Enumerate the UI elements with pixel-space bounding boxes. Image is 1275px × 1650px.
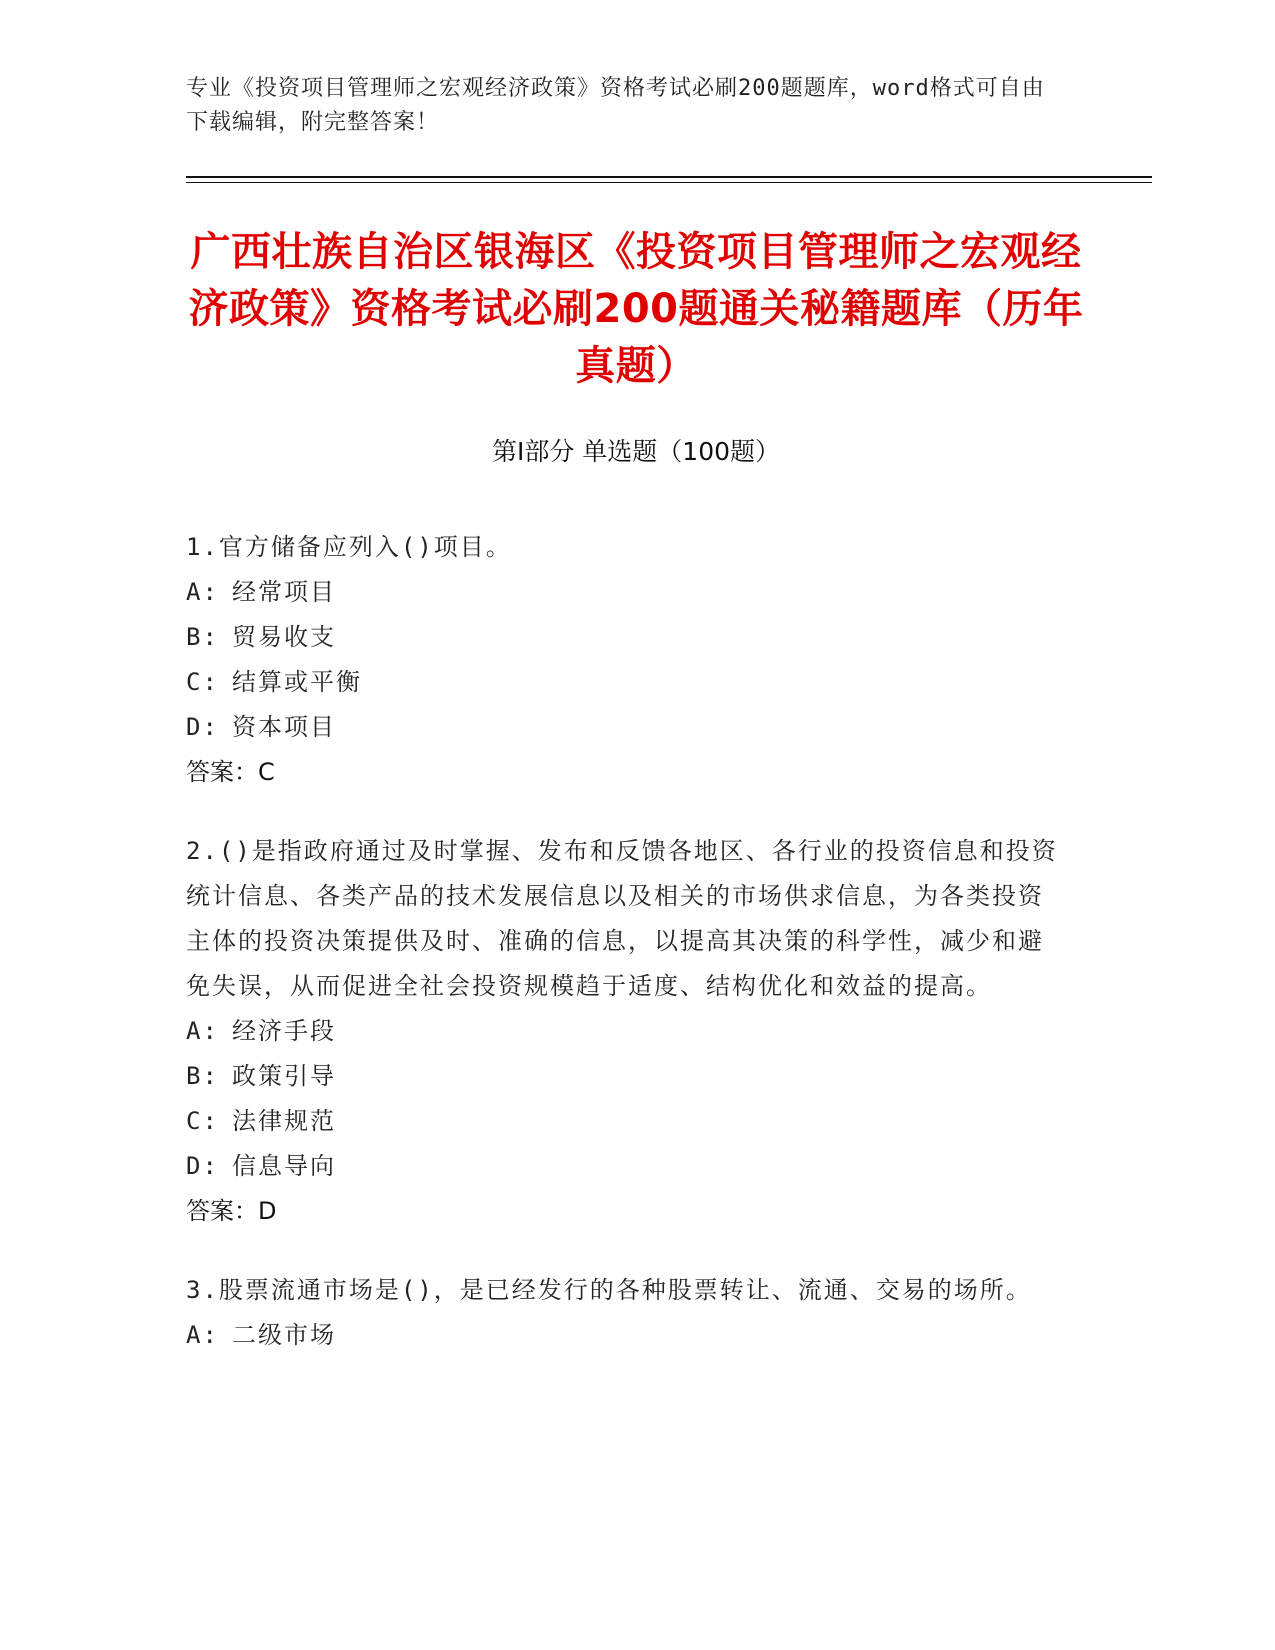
question-stem: 2.()是指政府通过及时掌握、发布和反馈各地区、各行业的投资信息和投资统计信息、各类产品的技术发展信息以及相关的市场供求信息，为各类投资主体的投资决策提供及时、准确的信息，以提高其决策的科学性，减少和避免失误，从而促进全社会投资规模趋于适度、结构优化和效益的提高。 xyxy=(186,837,1058,1000)
option-label: A: xyxy=(186,578,219,606)
option-label: D: xyxy=(186,713,219,741)
option-c xyxy=(186,660,1066,705)
question-1 xyxy=(186,525,1066,795)
question-list xyxy=(186,525,1066,1392)
answer-line: 答案：C xyxy=(186,758,275,786)
header-rule-thin xyxy=(186,182,1152,183)
document-title: 广西壮族自治区银海区《投资项目管理师之宏观经济政策》资格考试必刷200题通关秘籍题库（历年真题） xyxy=(188,229,1084,389)
option-text: 贸易收支 xyxy=(232,623,336,651)
header-rule-thick xyxy=(186,176,1152,178)
option-text: 结算或平衡 xyxy=(232,668,362,696)
option-label: C: xyxy=(186,668,219,696)
header-note: 专业《投资项目管理师之宏观经济政策》资格考试必刷200题题库，word格式可自由下载编辑，附完整答案！ xyxy=(186,76,1045,135)
section-heading: 第Ⅰ部分 单选题（100题） xyxy=(491,437,781,466)
option-text: 资本项目 xyxy=(232,713,336,741)
option-label: B: xyxy=(186,1062,219,1090)
option-label: B: xyxy=(186,623,219,651)
option-label: D: xyxy=(186,1152,219,1180)
option-d xyxy=(186,705,1066,750)
question-stem: 3.股票流通市场是()，是已经发行的各种股票转让、流通、交易的场所。 xyxy=(186,1276,1032,1304)
option-a xyxy=(186,1313,1066,1358)
question-stem: 1.官方储备应列入()项目。 xyxy=(186,533,512,561)
option-b xyxy=(186,1054,1066,1099)
option-a xyxy=(186,570,1066,615)
option-label: A: xyxy=(186,1321,219,1349)
option-a xyxy=(186,1009,1066,1054)
answer-line: 答案：D xyxy=(186,1197,277,1225)
option-text: 政策引导 xyxy=(232,1062,336,1090)
option-d xyxy=(186,1144,1066,1189)
option-label: A: xyxy=(186,1017,219,1045)
option-b xyxy=(186,615,1066,660)
option-text: 经常项目 xyxy=(232,578,336,606)
option-text: 法律规范 xyxy=(232,1107,336,1135)
option-text: 信息导向 xyxy=(232,1152,336,1180)
option-text: 二级市场 xyxy=(232,1321,336,1349)
question-2 xyxy=(186,829,1066,1234)
option-c xyxy=(186,1099,1066,1144)
option-text: 经济手段 xyxy=(232,1017,336,1045)
option-label: C: xyxy=(186,1107,219,1135)
question-3 xyxy=(186,1268,1066,1358)
